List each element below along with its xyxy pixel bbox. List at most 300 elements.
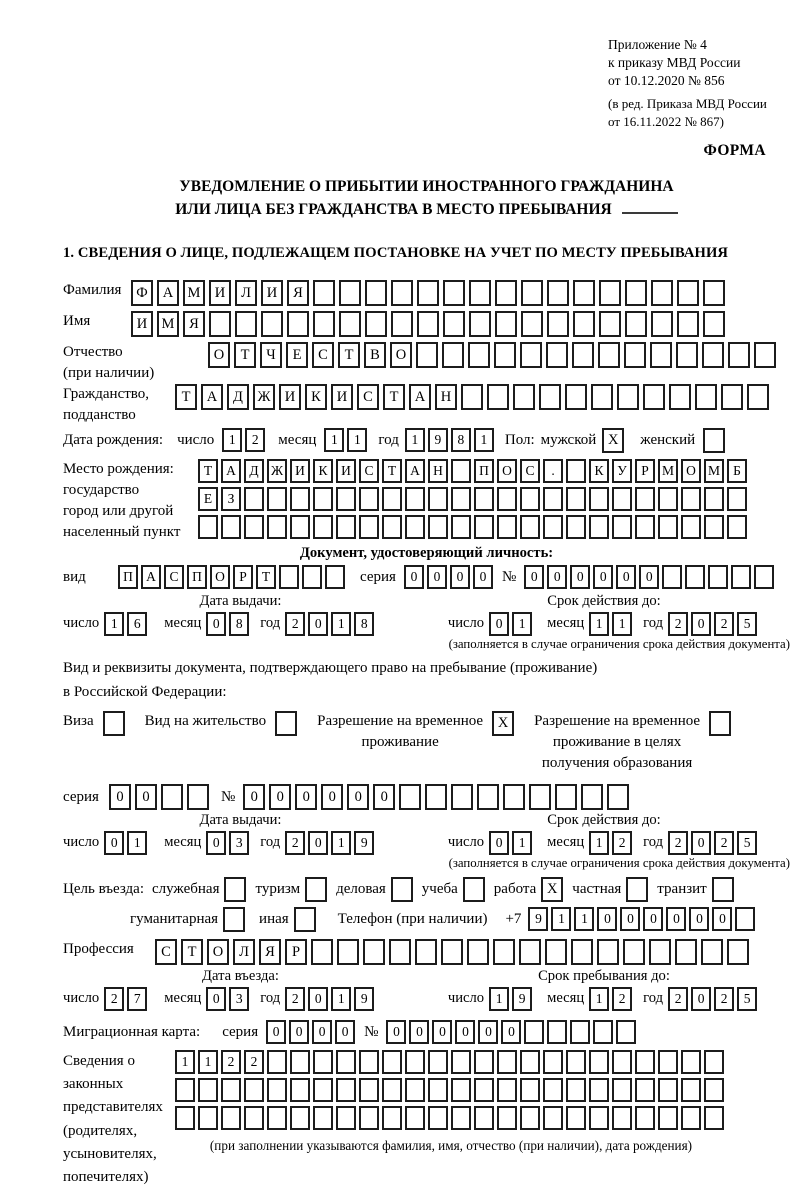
char-box[interactable]	[382, 1050, 402, 1074]
char-box[interactable]	[754, 342, 776, 368]
char-box[interactable]: 0	[524, 565, 544, 589]
char-box[interactable]: Ж	[253, 384, 275, 410]
char-box[interactable]	[221, 1106, 241, 1130]
char-box[interactable]	[244, 515, 264, 539]
char-box[interactable]	[543, 1106, 563, 1130]
char-box[interactable]: 8	[354, 612, 374, 636]
char-box[interactable]: 2	[104, 987, 124, 1011]
char-box[interactable]: 1	[589, 987, 609, 1011]
char-box[interactable]: А	[141, 565, 161, 589]
purpose-checkbox[interactable]	[294, 907, 316, 932]
char-box[interactable]: 3	[229, 831, 249, 855]
char-box[interactable]	[428, 1078, 448, 1102]
char-box[interactable]	[570, 1020, 590, 1044]
char-box[interactable]: З	[221, 487, 241, 511]
char-box[interactable]	[708, 565, 728, 589]
char-box[interactable]	[681, 487, 701, 511]
char-box[interactable]	[566, 1078, 586, 1102]
char-box[interactable]	[704, 515, 724, 539]
char-box[interactable]: 2	[714, 612, 734, 636]
char-box[interactable]: 1	[104, 612, 124, 636]
char-box[interactable]: 1	[551, 907, 571, 931]
char-box[interactable]: 0	[206, 612, 226, 636]
char-box[interactable]: 2	[285, 987, 305, 1011]
char-box[interactable]: М	[704, 459, 724, 483]
char-box[interactable]	[336, 1078, 356, 1102]
char-box[interactable]: Е	[286, 342, 308, 368]
char-box[interactable]	[339, 280, 361, 306]
char-box[interactable]: 1	[512, 831, 532, 855]
char-box[interactable]: 2	[714, 987, 734, 1011]
char-box[interactable]: 0	[135, 784, 157, 810]
char-box[interactable]: 0	[109, 784, 131, 810]
char-box[interactable]	[443, 280, 465, 306]
char-box[interactable]: Р	[635, 459, 655, 483]
char-box[interactable]	[543, 515, 563, 539]
char-box[interactable]	[244, 1078, 264, 1102]
char-box[interactable]	[624, 342, 646, 368]
char-box[interactable]: 1	[612, 612, 632, 636]
char-box[interactable]	[261, 311, 283, 337]
char-box[interactable]	[612, 1078, 632, 1102]
char-box[interactable]	[681, 1106, 701, 1130]
char-box[interactable]	[198, 1106, 218, 1130]
char-box[interactable]: 1	[198, 1050, 218, 1074]
char-box[interactable]: 1	[324, 428, 344, 452]
char-box[interactable]: Л	[233, 939, 255, 965]
char-box[interactable]: С	[520, 459, 540, 483]
char-box[interactable]: И	[261, 280, 283, 306]
temp-residence-checkbox[interactable]: X	[492, 711, 514, 736]
char-box[interactable]	[597, 939, 619, 965]
char-box[interactable]: 1	[127, 831, 147, 855]
purpose-checkbox[interactable]	[712, 877, 734, 902]
char-box[interactable]	[451, 515, 471, 539]
char-box[interactable]: М	[157, 311, 179, 337]
char-box[interactable]	[497, 487, 517, 511]
char-box[interactable]	[681, 1050, 701, 1074]
char-box[interactable]	[721, 384, 743, 410]
char-box[interactable]	[417, 311, 439, 337]
purpose-checkbox[interactable]	[224, 877, 246, 902]
char-box[interactable]	[625, 311, 647, 337]
char-box[interactable]	[543, 487, 563, 511]
char-box[interactable]	[405, 1078, 425, 1102]
char-box[interactable]	[591, 384, 613, 410]
char-box[interactable]: Н	[428, 459, 448, 483]
char-box[interactable]: К	[313, 459, 333, 483]
char-box[interactable]: 2	[245, 428, 265, 452]
char-box[interactable]	[635, 1078, 655, 1102]
char-box[interactable]	[677, 311, 699, 337]
char-box[interactable]	[365, 311, 387, 337]
char-box[interactable]	[593, 1020, 613, 1044]
char-box[interactable]	[495, 311, 517, 337]
char-box[interactable]	[474, 1078, 494, 1102]
char-box[interactable]: Т	[181, 939, 203, 965]
char-box[interactable]: 0	[347, 784, 369, 810]
char-box[interactable]: 2	[285, 612, 305, 636]
char-box[interactable]	[336, 1106, 356, 1130]
char-box[interactable]: 0	[373, 784, 395, 810]
char-box[interactable]: М	[658, 459, 678, 483]
char-box[interactable]: 9	[512, 987, 532, 1011]
char-box[interactable]: 0	[597, 907, 617, 931]
char-box[interactable]	[658, 487, 678, 511]
char-box[interactable]: 0	[206, 987, 226, 1011]
char-box[interactable]: 1	[405, 428, 425, 452]
char-box[interactable]: 0	[266, 1020, 286, 1044]
char-box[interactable]	[727, 487, 747, 511]
char-box[interactable]: Ф	[131, 280, 153, 306]
char-box[interactable]: П	[474, 459, 494, 483]
char-box[interactable]: 0	[404, 565, 424, 589]
char-box[interactable]	[617, 384, 639, 410]
char-box[interactable]: 0	[335, 1020, 355, 1044]
char-box[interactable]	[521, 280, 543, 306]
char-box[interactable]: 0	[489, 831, 509, 855]
char-box[interactable]	[625, 280, 647, 306]
char-box[interactable]	[290, 1106, 310, 1130]
char-box[interactable]	[704, 1050, 724, 1074]
char-box[interactable]: 1	[574, 907, 594, 931]
char-box[interactable]	[391, 311, 413, 337]
char-box[interactable]: С	[357, 384, 379, 410]
char-box[interactable]	[612, 1050, 632, 1074]
char-box[interactable]	[497, 1050, 517, 1074]
purpose-checkbox[interactable]	[391, 877, 413, 902]
char-box[interactable]	[313, 1078, 333, 1102]
purpose-checkbox[interactable]	[223, 907, 245, 932]
char-box[interactable]	[391, 280, 413, 306]
char-box[interactable]: 0	[295, 784, 317, 810]
char-box[interactable]	[198, 1078, 218, 1102]
char-box[interactable]: И	[336, 459, 356, 483]
char-box[interactable]	[382, 487, 402, 511]
char-box[interactable]	[474, 1050, 494, 1074]
char-box[interactable]	[428, 487, 448, 511]
char-box[interactable]: Я	[259, 939, 281, 965]
char-box[interactable]: 0	[386, 1020, 406, 1044]
char-box[interactable]	[521, 311, 543, 337]
char-box[interactable]	[221, 1078, 241, 1102]
char-box[interactable]: О	[497, 459, 517, 483]
char-box[interactable]	[313, 1106, 333, 1130]
char-box[interactable]: 3	[229, 987, 249, 1011]
char-box[interactable]: 0	[269, 784, 291, 810]
char-box[interactable]: 1	[589, 831, 609, 855]
char-box[interactable]	[336, 515, 356, 539]
char-box[interactable]	[658, 1050, 678, 1074]
visa-checkbox[interactable]	[103, 711, 125, 736]
char-box[interactable]: Н	[435, 384, 457, 410]
char-box[interactable]: С	[312, 342, 334, 368]
char-box[interactable]: А	[157, 280, 179, 306]
char-box[interactable]: А	[201, 384, 223, 410]
char-box[interactable]: Т	[175, 384, 197, 410]
char-box[interactable]: 0	[432, 1020, 452, 1044]
char-box[interactable]	[543, 1050, 563, 1074]
char-box[interactable]	[175, 1106, 195, 1130]
char-box[interactable]: 0	[712, 907, 732, 931]
char-box[interactable]: Е	[198, 487, 218, 511]
char-box[interactable]	[443, 311, 465, 337]
char-box[interactable]	[503, 784, 525, 810]
char-box[interactable]: 0	[308, 612, 328, 636]
char-box[interactable]	[405, 487, 425, 511]
char-box[interactable]: 2	[668, 831, 688, 855]
char-box[interactable]: 1	[331, 612, 351, 636]
char-box[interactable]: 0	[206, 831, 226, 855]
char-box[interactable]	[442, 342, 464, 368]
char-box[interactable]	[658, 515, 678, 539]
char-box[interactable]: 0	[593, 565, 613, 589]
char-box[interactable]	[497, 515, 517, 539]
char-box[interactable]	[428, 515, 448, 539]
char-box[interactable]	[704, 487, 724, 511]
char-box[interactable]	[405, 1106, 425, 1130]
char-box[interactable]	[382, 515, 402, 539]
char-box[interactable]	[451, 459, 471, 483]
char-box[interactable]	[589, 1050, 609, 1074]
char-box[interactable]: 0	[455, 1020, 475, 1044]
char-box[interactable]: П	[187, 565, 207, 589]
char-box[interactable]	[175, 1078, 195, 1102]
char-box[interactable]	[539, 384, 561, 410]
char-box[interactable]	[336, 487, 356, 511]
char-box[interactable]	[547, 311, 569, 337]
char-box[interactable]: Т	[383, 384, 405, 410]
char-box[interactable]	[545, 939, 567, 965]
char-box[interactable]: 2	[668, 987, 688, 1011]
char-box[interactable]	[635, 1106, 655, 1130]
char-box[interactable]	[520, 1050, 540, 1074]
char-box[interactable]: 8	[451, 428, 471, 452]
char-box[interactable]	[198, 515, 218, 539]
char-box[interactable]: 9	[428, 428, 448, 452]
char-box[interactable]	[727, 939, 749, 965]
char-box[interactable]	[359, 515, 379, 539]
char-box[interactable]	[497, 1106, 517, 1130]
char-box[interactable]	[290, 1050, 310, 1074]
char-box[interactable]	[623, 939, 645, 965]
char-box[interactable]	[405, 515, 425, 539]
char-box[interactable]: 0	[691, 987, 711, 1011]
char-box[interactable]: Т	[382, 459, 402, 483]
char-box[interactable]: 0	[427, 565, 447, 589]
char-box[interactable]	[650, 342, 672, 368]
char-box[interactable]: 0	[666, 907, 686, 931]
char-box[interactable]	[547, 280, 569, 306]
char-box[interactable]: Т	[198, 459, 218, 483]
sex-male-checkbox[interactable]: X	[602, 428, 624, 453]
char-box[interactable]	[735, 907, 755, 931]
char-box[interactable]: Я	[287, 280, 309, 306]
char-box[interactable]	[290, 1078, 310, 1102]
char-box[interactable]: Л	[235, 280, 257, 306]
char-box[interactable]: 0	[547, 565, 567, 589]
char-box[interactable]	[704, 1106, 724, 1130]
char-box[interactable]	[566, 1106, 586, 1130]
char-box[interactable]: Ч	[260, 342, 282, 368]
char-box[interactable]: 2	[244, 1050, 264, 1074]
char-box[interactable]	[359, 1106, 379, 1130]
char-box[interactable]: А	[405, 459, 425, 483]
char-box[interactable]: М	[183, 280, 205, 306]
char-box[interactable]	[441, 939, 463, 965]
char-box[interactable]: 0	[450, 565, 470, 589]
char-box[interactable]	[461, 384, 483, 410]
char-box[interactable]: 0	[289, 1020, 309, 1044]
char-box[interactable]	[382, 1106, 402, 1130]
char-box[interactable]: И	[331, 384, 353, 410]
char-box[interactable]	[662, 565, 682, 589]
char-box[interactable]	[635, 1050, 655, 1074]
char-box[interactable]	[416, 342, 438, 368]
char-box[interactable]	[389, 939, 411, 965]
char-box[interactable]: Д	[227, 384, 249, 410]
char-box[interactable]	[339, 311, 361, 337]
char-box[interactable]	[221, 515, 241, 539]
char-box[interactable]: 5	[737, 987, 757, 1011]
char-box[interactable]: И	[131, 311, 153, 337]
char-box[interactable]	[566, 487, 586, 511]
char-box[interactable]: 0	[312, 1020, 332, 1044]
char-box[interactable]	[477, 784, 499, 810]
char-box[interactable]: Я	[183, 311, 205, 337]
char-box[interactable]	[572, 342, 594, 368]
char-box[interactable]	[589, 1106, 609, 1130]
char-box[interactable]	[313, 515, 333, 539]
char-box[interactable]	[451, 1078, 471, 1102]
char-box[interactable]: 2	[612, 987, 632, 1011]
char-box[interactable]: П	[118, 565, 138, 589]
char-box[interactable]: 0	[473, 565, 493, 589]
char-box[interactable]	[543, 1078, 563, 1102]
char-box[interactable]	[469, 280, 491, 306]
char-box[interactable]	[681, 515, 701, 539]
char-box[interactable]: Р	[233, 565, 253, 589]
char-box[interactable]	[474, 487, 494, 511]
char-box[interactable]: 7	[127, 987, 147, 1011]
char-box[interactable]	[267, 487, 287, 511]
char-box[interactable]	[290, 515, 310, 539]
char-box[interactable]	[267, 1078, 287, 1102]
char-box[interactable]	[187, 784, 209, 810]
char-box[interactable]	[520, 1078, 540, 1102]
char-box[interactable]	[497, 1078, 517, 1102]
char-box[interactable]: 1	[474, 428, 494, 452]
char-box[interactable]: О	[210, 565, 230, 589]
char-box[interactable]	[702, 342, 724, 368]
char-box[interactable]: 1	[331, 987, 351, 1011]
sex-female-checkbox[interactable]	[703, 428, 725, 453]
char-box[interactable]	[598, 342, 620, 368]
char-box[interactable]	[313, 1050, 333, 1074]
char-box[interactable]: 0	[104, 831, 124, 855]
char-box[interactable]	[520, 515, 540, 539]
char-box[interactable]: 0	[639, 565, 659, 589]
char-box[interactable]	[566, 459, 586, 483]
purpose-checkbox[interactable]	[626, 877, 648, 902]
char-box[interactable]: 1	[222, 428, 242, 452]
char-box[interactable]: О	[390, 342, 412, 368]
char-box[interactable]	[649, 939, 671, 965]
char-box[interactable]	[474, 1106, 494, 1130]
purpose-checkbox[interactable]	[463, 877, 485, 902]
char-box[interactable]	[566, 515, 586, 539]
char-box[interactable]	[336, 1050, 356, 1074]
char-box[interactable]: 0	[308, 987, 328, 1011]
char-box[interactable]: К	[305, 384, 327, 410]
char-box[interactable]: Д	[244, 459, 264, 483]
char-box[interactable]: 1	[489, 987, 509, 1011]
char-box[interactable]	[279, 565, 299, 589]
char-box[interactable]: 0	[616, 565, 636, 589]
char-box[interactable]	[467, 939, 489, 965]
char-box[interactable]	[599, 280, 621, 306]
char-box[interactable]	[727, 515, 747, 539]
char-box[interactable]: 0	[308, 831, 328, 855]
char-box[interactable]: О	[207, 939, 229, 965]
char-box[interactable]: 9	[354, 987, 374, 1011]
char-box[interactable]	[669, 384, 691, 410]
char-box[interactable]: С	[164, 565, 184, 589]
char-box[interactable]	[468, 342, 490, 368]
char-box[interactable]	[513, 384, 535, 410]
char-box[interactable]: 5	[737, 831, 757, 855]
char-box[interactable]	[161, 784, 183, 810]
char-box[interactable]	[731, 565, 751, 589]
char-box[interactable]: 6	[127, 612, 147, 636]
char-box[interactable]: Р	[285, 939, 307, 965]
char-box[interactable]	[589, 1078, 609, 1102]
char-box[interactable]: О	[681, 459, 701, 483]
char-box[interactable]: 0	[243, 784, 265, 810]
char-box[interactable]: 1	[175, 1050, 195, 1074]
char-box[interactable]	[494, 342, 516, 368]
char-box[interactable]	[415, 939, 437, 965]
char-box[interactable]: Т	[338, 342, 360, 368]
char-box[interactable]	[677, 280, 699, 306]
char-box[interactable]	[529, 784, 551, 810]
char-box[interactable]	[524, 1020, 544, 1044]
char-box[interactable]: 0	[409, 1020, 429, 1044]
char-box[interactable]	[313, 311, 335, 337]
char-box[interactable]: 0	[501, 1020, 521, 1044]
char-box[interactable]: 0	[691, 831, 711, 855]
char-box[interactable]: Т	[234, 342, 256, 368]
char-box[interactable]	[267, 1050, 287, 1074]
char-box[interactable]: А	[221, 459, 241, 483]
char-box[interactable]	[520, 342, 542, 368]
char-box[interactable]	[703, 311, 725, 337]
char-box[interactable]	[417, 280, 439, 306]
char-box[interactable]	[695, 384, 717, 410]
char-box[interactable]	[747, 384, 769, 410]
char-box[interactable]	[451, 784, 473, 810]
char-box[interactable]: У	[612, 459, 632, 483]
char-box[interactable]	[612, 487, 632, 511]
char-box[interactable]	[382, 1078, 402, 1102]
char-box[interactable]	[359, 1078, 379, 1102]
char-box[interactable]	[244, 487, 264, 511]
char-box[interactable]: В	[364, 342, 386, 368]
char-box[interactable]	[635, 487, 655, 511]
char-box[interactable]	[519, 939, 541, 965]
char-box[interactable]: С	[359, 459, 379, 483]
char-box[interactable]	[405, 1050, 425, 1074]
